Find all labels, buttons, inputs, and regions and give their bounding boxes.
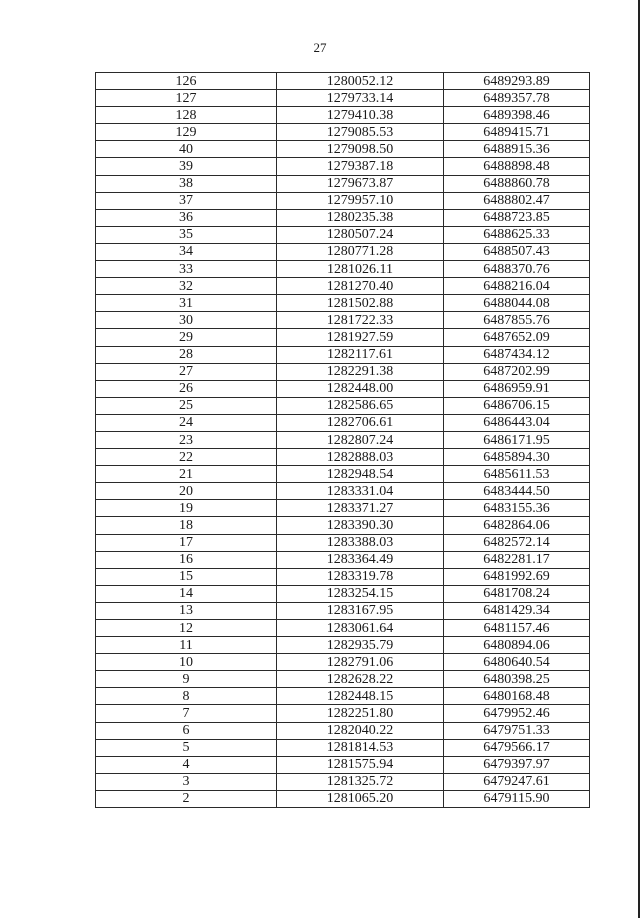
x-coordinate-cell: 1279098.50 xyxy=(277,141,444,158)
table-row xyxy=(96,329,590,346)
table-row xyxy=(96,312,590,329)
point-number-cell: 38 xyxy=(96,175,277,192)
x-coordinate-cell: 1279957.10 xyxy=(277,192,444,209)
x-coordinate-cell: 1281814.53 xyxy=(277,739,444,756)
point-number-cell: 7 xyxy=(96,705,277,722)
point-number-cell: 29 xyxy=(96,329,277,346)
point-number-cell: 12 xyxy=(96,620,277,637)
y-coordinate-cell: 6485894.30 xyxy=(444,449,590,466)
point-number-cell: 23 xyxy=(96,431,277,448)
y-coordinate-cell: 6479751.33 xyxy=(444,722,590,739)
x-coordinate-cell: 1280771.28 xyxy=(277,243,444,260)
y-coordinate-cell: 6487434.12 xyxy=(444,346,590,363)
y-coordinate-cell: 6481157.46 xyxy=(444,620,590,637)
point-number-cell: 40 xyxy=(96,141,277,158)
point-number-cell: 16 xyxy=(96,551,277,568)
y-coordinate-cell: 6488216.04 xyxy=(444,278,590,295)
y-coordinate-cell: 6489398.46 xyxy=(444,107,590,124)
y-coordinate-cell: 6482281.17 xyxy=(444,551,590,568)
y-coordinate-cell: 6479397.97 xyxy=(444,756,590,773)
y-coordinate-cell: 6486171.95 xyxy=(444,431,590,448)
x-coordinate-cell: 1283167.95 xyxy=(277,602,444,619)
point-number-cell: 126 xyxy=(96,73,277,90)
x-coordinate-cell: 1282586.65 xyxy=(277,397,444,414)
y-coordinate-cell: 6488370.76 xyxy=(444,261,590,278)
y-coordinate-cell: 6480640.54 xyxy=(444,654,590,671)
x-coordinate-cell: 1282791.06 xyxy=(277,654,444,671)
x-coordinate-cell: 1282291.38 xyxy=(277,363,444,380)
y-coordinate-cell: 6479952.46 xyxy=(444,705,590,722)
y-coordinate-cell: 6480398.25 xyxy=(444,671,590,688)
point-number-cell: 30 xyxy=(96,312,277,329)
x-coordinate-cell: 1282807.24 xyxy=(277,431,444,448)
point-number-cell: 8 xyxy=(96,688,277,705)
point-number-cell: 3 xyxy=(96,773,277,790)
point-number-cell: 13 xyxy=(96,602,277,619)
point-number-cell: 129 xyxy=(96,124,277,141)
point-number-cell: 6 xyxy=(96,722,277,739)
y-coordinate-cell: 6488915.36 xyxy=(444,141,590,158)
table-row xyxy=(96,671,590,688)
table-row xyxy=(96,192,590,209)
y-coordinate-cell: 6480168.48 xyxy=(444,688,590,705)
table-row xyxy=(96,209,590,226)
table-row xyxy=(96,243,590,260)
y-coordinate-cell: 6481429.34 xyxy=(444,602,590,619)
table-row xyxy=(96,226,590,243)
x-coordinate-cell: 1282448.15 xyxy=(277,688,444,705)
x-coordinate-cell: 1283371.27 xyxy=(277,500,444,517)
table-row xyxy=(96,688,590,705)
y-coordinate-cell: 6485611.53 xyxy=(444,466,590,483)
table-row xyxy=(96,602,590,619)
table-row xyxy=(96,637,590,654)
y-coordinate-cell: 6488625.33 xyxy=(444,226,590,243)
point-number-cell: 127 xyxy=(96,90,277,107)
x-coordinate-cell: 1282448.00 xyxy=(277,380,444,397)
table-row xyxy=(96,756,590,773)
table-row xyxy=(96,295,590,312)
y-coordinate-cell: 6483444.50 xyxy=(444,483,590,500)
table-row xyxy=(96,568,590,585)
y-coordinate-cell: 6479566.17 xyxy=(444,739,590,756)
y-coordinate-cell: 6488802.47 xyxy=(444,192,590,209)
x-coordinate-cell: 1283364.49 xyxy=(277,551,444,568)
x-coordinate-cell: 1281065.20 xyxy=(277,790,444,807)
point-number-cell: 32 xyxy=(96,278,277,295)
x-coordinate-cell: 1283254.15 xyxy=(277,585,444,602)
y-coordinate-cell: 6482572.14 xyxy=(444,534,590,551)
x-coordinate-cell: 1282628.22 xyxy=(277,671,444,688)
x-coordinate-cell: 1282117.61 xyxy=(277,346,444,363)
table-row xyxy=(96,449,590,466)
point-number-cell: 33 xyxy=(96,261,277,278)
table-row xyxy=(96,466,590,483)
point-number-cell: 17 xyxy=(96,534,277,551)
x-coordinate-cell: 1281325.72 xyxy=(277,773,444,790)
table-row xyxy=(96,654,590,671)
point-number-cell: 22 xyxy=(96,449,277,466)
x-coordinate-cell: 1281575.94 xyxy=(277,756,444,773)
point-number-cell: 35 xyxy=(96,226,277,243)
point-number-cell: 18 xyxy=(96,517,277,534)
y-coordinate-cell: 6479115.90 xyxy=(444,790,590,807)
table-row xyxy=(96,739,590,756)
table-row xyxy=(96,620,590,637)
page-number: 27 xyxy=(313,40,327,55)
y-coordinate-cell: 6486443.04 xyxy=(444,414,590,431)
point-number-cell: 28 xyxy=(96,346,277,363)
table-row xyxy=(96,790,590,807)
point-number-cell: 11 xyxy=(96,637,277,654)
y-coordinate-cell: 6487202.99 xyxy=(444,363,590,380)
point-number-cell: 14 xyxy=(96,585,277,602)
table-row xyxy=(96,380,590,397)
point-number-cell: 37 xyxy=(96,192,277,209)
table-row xyxy=(96,124,590,141)
table-row xyxy=(96,773,590,790)
x-coordinate-cell: 1283061.64 xyxy=(277,620,444,637)
x-coordinate-cell: 1281502.88 xyxy=(277,295,444,312)
x-coordinate-cell: 1283388.03 xyxy=(277,534,444,551)
x-coordinate-cell: 1279085.53 xyxy=(277,124,444,141)
y-coordinate-cell: 6488044.08 xyxy=(444,295,590,312)
table-row xyxy=(96,500,590,517)
table-row xyxy=(96,397,590,414)
y-coordinate-cell: 6482864.06 xyxy=(444,517,590,534)
table-row xyxy=(96,722,590,739)
x-coordinate-cell: 1281026.11 xyxy=(277,261,444,278)
y-coordinate-cell: 6483155.36 xyxy=(444,500,590,517)
x-coordinate-cell: 1282040.22 xyxy=(277,722,444,739)
x-coordinate-cell: 1281722.33 xyxy=(277,312,444,329)
table-row xyxy=(96,346,590,363)
table-row xyxy=(96,705,590,722)
table-row xyxy=(96,517,590,534)
point-number-cell: 39 xyxy=(96,158,277,175)
x-coordinate-cell: 1282706.61 xyxy=(277,414,444,431)
point-number-cell: 25 xyxy=(96,397,277,414)
y-coordinate-cell: 6486959.91 xyxy=(444,380,590,397)
x-coordinate-cell: 1279733.14 xyxy=(277,90,444,107)
point-number-cell: 4 xyxy=(96,756,277,773)
point-number-cell: 20 xyxy=(96,483,277,500)
table-row xyxy=(96,363,590,380)
x-coordinate-cell: 1282935.79 xyxy=(277,637,444,654)
x-coordinate-cell: 1283390.30 xyxy=(277,517,444,534)
table-row xyxy=(96,261,590,278)
y-coordinate-cell: 6487652.09 xyxy=(444,329,590,346)
point-number-cell: 19 xyxy=(96,500,277,517)
x-coordinate-cell: 1281270.40 xyxy=(277,278,444,295)
point-number-cell: 128 xyxy=(96,107,277,124)
y-coordinate-cell: 6486706.15 xyxy=(444,397,590,414)
point-number-cell: 5 xyxy=(96,739,277,756)
x-coordinate-cell: 1280052.12 xyxy=(277,73,444,90)
table-row xyxy=(96,278,590,295)
x-coordinate-cell: 1282251.80 xyxy=(277,705,444,722)
y-coordinate-cell: 6487855.76 xyxy=(444,312,590,329)
point-number-cell: 34 xyxy=(96,243,277,260)
point-number-cell: 2 xyxy=(96,790,277,807)
coordinates-table-body xyxy=(96,73,590,808)
table-row xyxy=(96,107,590,124)
y-coordinate-cell: 6489415.71 xyxy=(444,124,590,141)
y-coordinate-cell: 6480894.06 xyxy=(444,637,590,654)
y-coordinate-cell: 6481992.69 xyxy=(444,568,590,585)
x-coordinate-cell: 1283319.78 xyxy=(277,568,444,585)
table-row xyxy=(96,551,590,568)
x-coordinate-cell: 1281927.59 xyxy=(277,329,444,346)
y-coordinate-cell: 6481708.24 xyxy=(444,585,590,602)
y-coordinate-cell: 6489357.78 xyxy=(444,90,590,107)
point-number-cell: 15 xyxy=(96,568,277,585)
table-row xyxy=(96,431,590,448)
table-row xyxy=(96,90,590,107)
point-number-cell: 27 xyxy=(96,363,277,380)
x-coordinate-cell: 1280235.38 xyxy=(277,209,444,226)
table-row xyxy=(96,73,590,90)
table-row xyxy=(96,483,590,500)
x-coordinate-cell: 1280507.24 xyxy=(277,226,444,243)
point-number-cell: 24 xyxy=(96,414,277,431)
y-coordinate-cell: 6479247.61 xyxy=(444,773,590,790)
point-number-cell: 10 xyxy=(96,654,277,671)
x-coordinate-cell: 1279410.38 xyxy=(277,107,444,124)
y-coordinate-cell: 6488507.43 xyxy=(444,243,590,260)
y-coordinate-cell: 6489293.89 xyxy=(444,73,590,90)
point-number-cell: 31 xyxy=(96,295,277,312)
y-coordinate-cell: 6488898.48 xyxy=(444,158,590,175)
table-row xyxy=(96,158,590,175)
x-coordinate-cell: 1282888.03 xyxy=(277,449,444,466)
y-coordinate-cell: 6488860.78 xyxy=(444,175,590,192)
point-number-cell: 9 xyxy=(96,671,277,688)
x-coordinate-cell: 1279387.18 xyxy=(277,158,444,175)
coordinates-table xyxy=(95,72,590,808)
table-row xyxy=(96,175,590,192)
table-row xyxy=(96,585,590,602)
point-number-cell: 21 xyxy=(96,466,277,483)
table-row xyxy=(96,534,590,551)
x-coordinate-cell: 1279673.87 xyxy=(277,175,444,192)
point-number-cell: 26 xyxy=(96,380,277,397)
table-row xyxy=(96,414,590,431)
table-row xyxy=(96,141,590,158)
x-coordinate-cell: 1282948.54 xyxy=(277,466,444,483)
x-coordinate-cell: 1283331.04 xyxy=(277,483,444,500)
point-number-cell: 36 xyxy=(96,209,277,226)
y-coordinate-cell: 6488723.85 xyxy=(444,209,590,226)
